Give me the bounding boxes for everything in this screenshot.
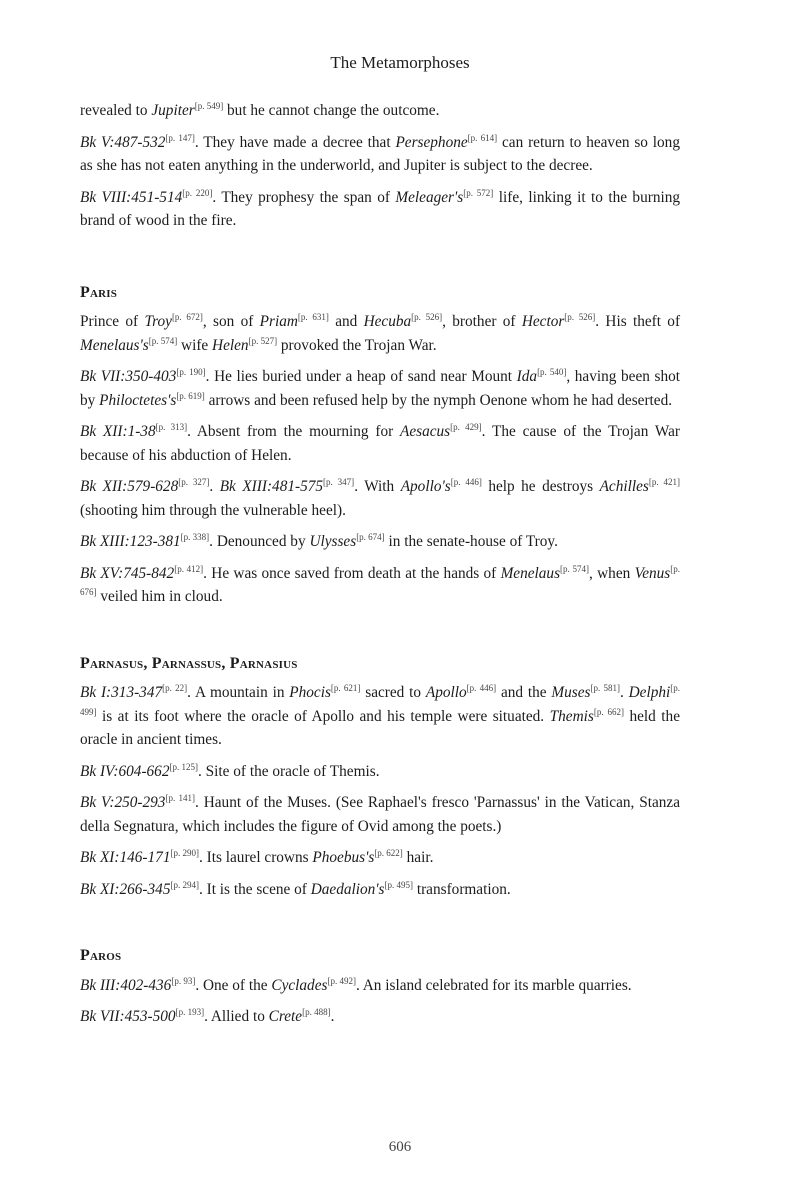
entry-paragraph [80, 1005, 680, 1029]
text: , brother of [442, 313, 522, 330]
book-ref-link[interactable]: Bk V:250-293 [80, 794, 166, 811]
text: (shooting him through the vulnerable heel). [80, 501, 346, 519]
page-ref: [p. 492] [327, 975, 356, 986]
text: . Allied to [204, 1008, 269, 1025]
link-apollo[interactable]: Apollo [425, 684, 467, 701]
page-ref: [p. 614] [467, 132, 498, 143]
text: . Denounced by [209, 533, 310, 550]
entry-heading-paros: Paros [80, 947, 122, 964]
text: in the senate-house of Troy. [384, 533, 558, 550]
text: . He lies buried under a heap of sand near Mount [205, 368, 517, 385]
book-ref-link[interactable]: Bk I:313-347 [80, 684, 163, 701]
page-ref: [p. 549] [194, 100, 224, 111]
page-ref: [p. 141] [165, 792, 196, 803]
page-ref: [p. 526] [564, 311, 596, 322]
link-menelaus[interactable]: Menelaus's [80, 336, 149, 354]
page-ref: [p. 412] [174, 563, 204, 574]
page-ref: [p. 338] [180, 531, 210, 542]
text: . An island celebrated for its marble quarries. [355, 976, 632, 994]
link-daedalion[interactable]: Daedalion's [310, 880, 385, 898]
link-priam[interactable]: Priam [259, 313, 298, 330]
text: . A mountain in [187, 684, 290, 701]
entry-paragraph [80, 562, 680, 609]
link-ida[interactable]: Ida [516, 368, 538, 385]
text: . [330, 1008, 335, 1025]
book-ref-link[interactable]: Bk VII:350-403 [80, 368, 177, 385]
link-ulysses[interactable]: Ulysses [309, 533, 357, 550]
page-ref: [p. 93] [171, 975, 196, 986]
book-ref-link[interactable]: Bk XII:1-38 [80, 423, 156, 440]
link-phoebus[interactable]: Phoebus's [312, 849, 375, 866]
book-ref-link[interactable]: Bk III:402-436 [80, 976, 172, 994]
page-ref: [p. 574] [148, 335, 178, 346]
book-ref-link[interactable]: Bk XIII:481-575 [219, 478, 324, 495]
link-muses[interactable]: Muses [551, 684, 591, 701]
page-ref: [p. 313] [155, 421, 188, 432]
book-ref-link[interactable]: Bk XIII:123-381 [80, 533, 181, 550]
text: . With [354, 478, 401, 495]
entry-paragraph [80, 99, 680, 123]
text: hair. [402, 849, 434, 866]
text: transformation. [413, 880, 511, 898]
page-ref: [p. 22] [162, 682, 188, 693]
page-ref: [p. 495] [384, 879, 414, 890]
link-apollo[interactable]: Apollo's [400, 478, 451, 495]
link-meleager[interactable]: Meleager's [395, 188, 464, 206]
text: veiled him in cloud. [96, 588, 223, 605]
link-achilles[interactable]: Achilles [599, 478, 649, 495]
entry-heading-paris: Paris [80, 283, 118, 301]
page-ref: [p. 662] [593, 706, 624, 717]
page-ref: [p. 446] [450, 476, 482, 487]
entry-paragraph [80, 310, 680, 357]
page-ref: [p. 622] [374, 847, 403, 858]
page-ref: [p. 676] [80, 563, 680, 597]
page-ref: [p. 674] [356, 531, 385, 542]
link-hector[interactable]: Hector [521, 313, 565, 330]
entry-paragraph [80, 974, 680, 998]
page-ref: [p. 621] [330, 682, 361, 693]
entry-paragraph [80, 186, 680, 233]
entry-paragraph [80, 846, 680, 870]
text: , when [589, 564, 635, 582]
link-phocis[interactable]: Phocis [289, 684, 331, 701]
entry-heading-parnasus: Parnasus, Parnassus, Parnasius [80, 654, 298, 672]
page-ref: [p. 294] [170, 879, 199, 890]
page-ref: [p. 631] [297, 311, 329, 322]
entry-paragraph [80, 681, 680, 752]
page-ref: [p. 193] [175, 1006, 205, 1017]
entry-paragraph [80, 131, 680, 178]
text: but he cannot change the outcome. [223, 102, 440, 119]
link-hecuba[interactable]: Hecuba [363, 313, 412, 330]
link-persephone[interactable]: Persephone [395, 133, 468, 151]
page-ref: [p. 581] [590, 682, 620, 693]
text: held the oracle in ancient times. [80, 707, 680, 748]
link-themis[interactable]: Themis [549, 707, 594, 725]
text: and [328, 313, 364, 330]
text: . Haunt of the Muses. (See Raphael's fresco 'Parnassus' in the Vatican, Stanza della Segnatura, which includes the figure of Ovid among the poets.) [80, 794, 680, 835]
text: Prince of [80, 313, 145, 330]
text: sacred to [360, 684, 426, 701]
text: can return to heaven so long as she has not eaten anything in the underworld, and Jupiter is subject to the decree. [80, 133, 680, 174]
running-header: The Metamorphoses [330, 53, 470, 72]
entry-paragraph [80, 530, 680, 554]
text: . Site of the oracle of Themis. [197, 762, 380, 780]
link-delphi[interactable]: Delphi [628, 684, 671, 701]
entry-paragraph [80, 420, 680, 467]
page-ref: [p. 488] [302, 1006, 331, 1017]
book-ref-link[interactable]: Bk VIII:451-514 [80, 188, 183, 206]
page-ref: [p. 125] [169, 761, 198, 772]
book-ref-link[interactable]: Bk XI:266-345 [80, 880, 171, 898]
page-ref: [p. 526] [411, 311, 443, 322]
book-ref-link[interactable]: Bk XV:745-842 [80, 564, 175, 582]
page-ref: [p. 347] [323, 476, 355, 487]
link-aesacus[interactable]: Aesacus [400, 423, 451, 440]
text: . Its laurel crowns [198, 849, 313, 866]
text: help he destroys [481, 478, 600, 495]
entry-paragraph [80, 878, 680, 902]
page-ref: [p. 572] [463, 187, 494, 198]
link-crete[interactable]: Crete [268, 1008, 303, 1025]
link-troy[interactable]: Troy [144, 313, 172, 330]
text: revealed to [80, 102, 152, 119]
text: . Absent from the mourning for [187, 423, 400, 440]
entry-paragraph [80, 365, 680, 412]
page-ref: [p. 327] [178, 476, 210, 487]
page-ref: [p. 527] [248, 335, 278, 346]
text: . The cause of the Trojan War because of his abduction of Helen. [80, 423, 680, 464]
text: , son of [202, 313, 260, 330]
page-ref: [p. 190] [176, 366, 206, 377]
entry-paragraph [80, 760, 680, 784]
page-ref: [p. 290] [170, 847, 199, 858]
text: . [619, 684, 629, 701]
page-ref: [p. 574] [560, 563, 590, 574]
page-number: 606 [388, 1139, 412, 1155]
book-ref-link[interactable]: Bk IV:604-662 [80, 762, 170, 780]
link-venus[interactable]: Venus [634, 564, 671, 582]
book-ref-link[interactable]: Bk XI:146-171 [80, 849, 171, 866]
text: is at its foot where the oracle of Apollo and his temple were situated. [96, 707, 550, 725]
page-ref: [p. 446] [466, 682, 497, 693]
text: life, linking it to the burning brand of wood in the fire. [80, 188, 681, 229]
page-ref: [p. 421] [648, 476, 680, 487]
link-jupiter[interactable]: Jupiter [151, 102, 195, 119]
text: . He was once saved from death at the hands of [203, 564, 501, 582]
link-menelaus[interactable]: Menelaus [500, 564, 561, 582]
link-cyclades[interactable]: Cyclades [271, 976, 328, 994]
text: arrows and been refused help by the nymph Oenone whom he had deserted. [204, 391, 673, 409]
entry-paragraph [80, 791, 680, 838]
text: . [209, 478, 220, 495]
text: , having been shot by [80, 368, 680, 409]
text: provoked the Trojan War. [277, 336, 437, 354]
page-ref: [p. 147] [165, 132, 195, 143]
book-ref-link[interactable]: Bk VII:453-500 [80, 1008, 176, 1025]
page-content [80, 99, 680, 1037]
page-ref: [p. 672] [171, 311, 203, 322]
text: . His theft of [595, 313, 681, 330]
link-philoctetes[interactable]: Philoctetes's [99, 391, 177, 409]
text: . It is the scene of [198, 880, 311, 898]
page-ref: [p. 619] [176, 390, 205, 401]
link-helen[interactable]: Helen [212, 336, 249, 354]
text: . They have made a decree that [194, 133, 396, 151]
text: . One of the [195, 976, 272, 994]
page-ref: [p. 429] [450, 421, 482, 432]
page-ref: [p. 220] [182, 187, 213, 198]
text: and the [496, 684, 552, 701]
entry-paragraph [80, 475, 680, 522]
text: . They prophesy the span of [212, 188, 396, 206]
book-ref-link[interactable]: Bk XII:579-628 [80, 478, 179, 495]
book-ref-link[interactable]: Bk V:487-532 [80, 133, 166, 151]
text: wife [177, 336, 213, 354]
page-ref: [p. 499] [80, 682, 681, 717]
page-ref: [p. 540] [537, 366, 567, 377]
